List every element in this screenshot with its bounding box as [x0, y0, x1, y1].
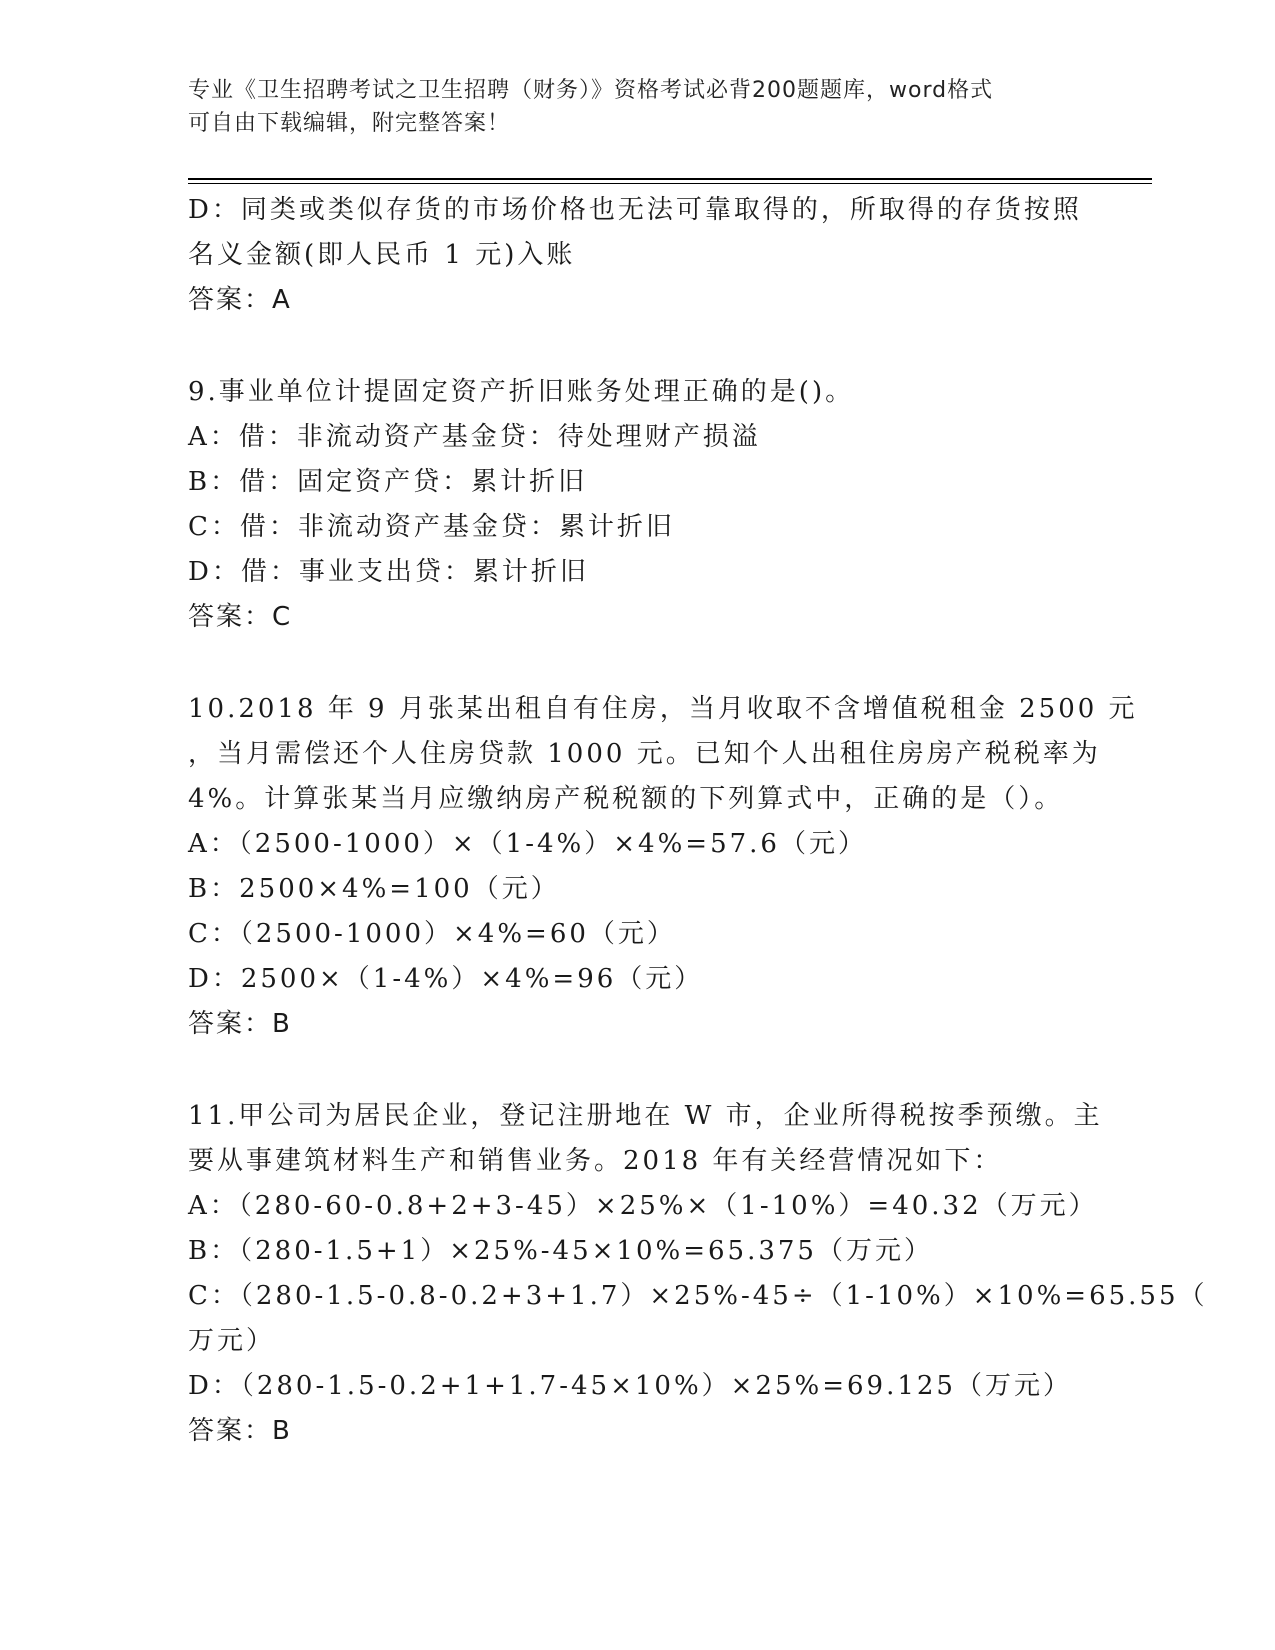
question-9 — [188, 370, 1088, 640]
header-line-1: 专业《卫生招聘考试之卫生招聘（财务）》资格考试必背200题题库，word格式 — [188, 78, 994, 103]
question-stem-line-3: 4%。计算张某当月应缴纳房产税税额的下列算式中，正确的是（）。 — [188, 784, 1064, 814]
option-a: A：借：非流动资产基金贷：待处理财产损溢 — [188, 422, 761, 452]
question-stem-line-1: 11.甲公司为居民企业，登记注册地在 W 市，企业所得税按季预缴。主 — [188, 1101, 1103, 1131]
option-c-line-1: C：（280-1.5-0.8-0.2+3+1.7）×25%-45÷（1-10%）×10%=65.55（ — [188, 1281, 1208, 1311]
option-d: D：2500×（1-4%）×4%=96（元） — [188, 964, 704, 994]
answer-label: 答案：B — [188, 1009, 292, 1039]
question-10 — [188, 687, 1138, 1047]
header-rule-thin — [188, 183, 1152, 184]
answer-label: 答案：C — [188, 602, 293, 632]
question-stem-line-2: ，当月需偿还个人住房贷款 1000 元。已知个人出租住房房产税税率为 — [188, 739, 1101, 769]
answer-label: 答案：A — [188, 285, 292, 315]
option-a: A：（280-60-0.8+2+3-45）×25%×（1-10%）=40.32（万元） — [188, 1191, 1098, 1221]
option-a: A：（2500-1000）×（1-4%）×4%=57.6（元） — [188, 829, 867, 859]
option-c: C：（2500-1000）×4%=60（元） — [188, 919, 676, 949]
option-d: D：借：事业支出贷：累计折旧 — [188, 557, 589, 587]
answer-label: 答案：B — [188, 1416, 292, 1446]
question-8 — [188, 188, 1088, 323]
question-11 — [188, 1094, 1208, 1454]
option-d: D：（280-1.5-0.2+1+1.7-45×10%）×25%=69.125（万元） — [188, 1371, 1072, 1401]
header-rule-thick — [188, 178, 1152, 180]
option-d-line-2: 名义金额(即人民币 1 元)入账 — [188, 240, 576, 270]
option-b: B：（280-1.5+1）×25%-45×10%=65.375（万元） — [188, 1236, 933, 1266]
document-header — [188, 74, 1068, 140]
question-stem-line-2: 要从事建筑材料生产和销售业务。2018 年有关经营情况如下： — [188, 1146, 1003, 1176]
option-c-line-2: 万元） — [188, 1326, 276, 1356]
document-body — [188, 188, 1208, 1454]
option-c: C：借：非流动资产基金贷：累计折旧 — [188, 512, 675, 542]
option-b: B：2500×4%=100（元） — [188, 874, 560, 904]
question-stem: 9.事业单位计提固定资产折旧账务处理正确的是()。 — [188, 377, 855, 407]
option-d-line-1: D：同类或类似存货的市场价格也无法可靠取得的，所取得的存货按照 — [188, 195, 1082, 225]
question-stem-line-1: 10.2018 年 9 月张某出租自有住房，当月收取不含增值税租金 2500 元 — [188, 694, 1138, 724]
header-line-2: 可自由下载编辑，附完整答案！ — [188, 111, 511, 136]
option-b: B：借：固定资产贷：累计折旧 — [188, 467, 588, 497]
